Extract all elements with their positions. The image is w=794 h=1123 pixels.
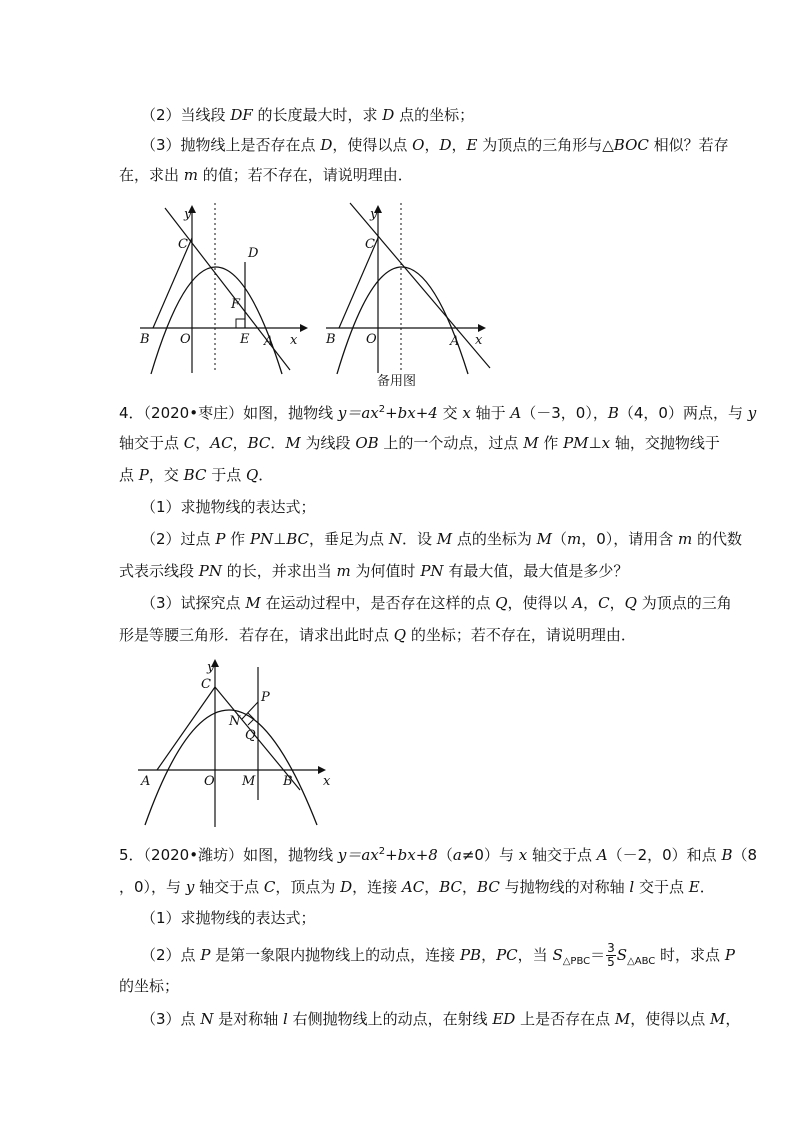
q3-part3-line1: （3）抛物线上是否存在点 D，使得以点 O，D，E 为顶点的三角形与△BOC 相似？若存 (141, 136, 729, 154)
fig2-x-label: x (475, 333, 483, 348)
q4-part3-line1: （3）试探究点 M 在运动过程中，是否存在这样的点 Q，使得以 A，C，Q 为顶点的三角 (141, 594, 732, 612)
fig2-point-b: B (326, 332, 336, 347)
q4-fig-point-n: N (229, 714, 241, 729)
q3-figure-caption: 备用图 (377, 374, 417, 389)
fig1-point-b: B (140, 332, 150, 347)
fig1-point-c: C (178, 237, 188, 252)
q5-line2: ，0），与 y 轴交于点 C，顶点为 D，连接 AC，BC，BC 与抛物线的对称轴 l 交于点 E． (119, 878, 715, 896)
q4-part3-line2: 形是等腰三角形．若存在，请求出此时点 Q 的坐标；若不存在，请说明理由． (119, 626, 636, 644)
fig2-point-c: C (365, 237, 375, 252)
q4-fig-y-label: y (207, 660, 215, 675)
fig1-point-e: E (240, 332, 250, 347)
q4-fig-point-p: P (261, 690, 270, 705)
q4-fig-point-c: C (201, 677, 211, 692)
fig2-point-o: O (366, 332, 377, 347)
q4-part1: （1）求抛物线的表达式； (141, 498, 316, 516)
q3-part3-line2: 在，求出 m 的值；若不存在，请说明理由． (119, 166, 413, 184)
q5-line1: 5．（2020•潍坊）如图，抛物线 $y=ax^2+bx+8(a\ne 0)$与 x 轴交于点 A（－2，0）和点 B（8 (119, 846, 758, 864)
q5-part1: （1）求抛物线的表达式； (141, 909, 316, 927)
q3-part2: （2）当线段 DF 的长度最大时，求 D 点的坐标； (141, 106, 475, 124)
q4-fig-point-q: Q (245, 728, 256, 743)
fig1-y-label: y (184, 207, 192, 222)
fig1-point-f: F (231, 297, 241, 312)
q5-part3-line1: （3）点 N 是对称轴 l 右侧抛物线上的动点，在射线 ED 上是否存在点 M，使得以点 M， (141, 1010, 741, 1028)
q4-fig-point-o: O (204, 774, 215, 789)
fig1-x-label: x (290, 333, 298, 348)
q5-part2-line1: （2）点 P 是第一象限内抛物线上的动点，连接 PB，PC，当 $S_{\triangle PBC}=$ $\frac{3}{5}$ $S_{\triangle ABC}$ 时，求点 P (141, 941, 735, 969)
q4-part2-line2: 式表示线段 PN 的长，并求出当 m 为何值时 PN 有最大值，最大值是多少？ (119, 562, 629, 580)
fig1-point-d: D (248, 246, 259, 261)
q4-fig-point-a: A (141, 774, 151, 789)
q4-line1: 4．（2020•枣庄）如图，抛物线 $y=ax^2+bx+4$ 交 x 轴于 A（－3，0），B（4，0）两点，与 y (119, 404, 757, 422)
fig2-y-label: y (370, 207, 378, 222)
q4-fig-x-label: x (323, 774, 331, 789)
q4-fig-point-b: B (283, 774, 293, 789)
q4-fig-point-m: M (242, 774, 256, 789)
q4-line3: 点 P，交 BC 于点 Q． (119, 466, 274, 484)
q3-figure-backup (318, 198, 498, 376)
q4-line2: 轴交于点 C，AC，BC．M 为线段 OB 上的一个动点，过点 M 作 PM⊥x 轴，交抛物线于 (119, 434, 720, 452)
fig2-point-a: A (450, 334, 460, 349)
fig1-point-a: A (264, 334, 274, 349)
fraction-3-5: $\frac{3}{5}$ (607, 941, 615, 969)
q4-figure (130, 655, 340, 830)
q5-part2-line2: 的坐标； (119, 977, 180, 995)
fig1-point-o: O (180, 332, 191, 347)
q3-figure-main (130, 198, 310, 376)
q4-part2-line1: （2）过点 P 作 PN⊥BC，垂足为点 N．设 M 点的坐标为 M（m，0），请用含 m 的代数 (141, 530, 743, 548)
